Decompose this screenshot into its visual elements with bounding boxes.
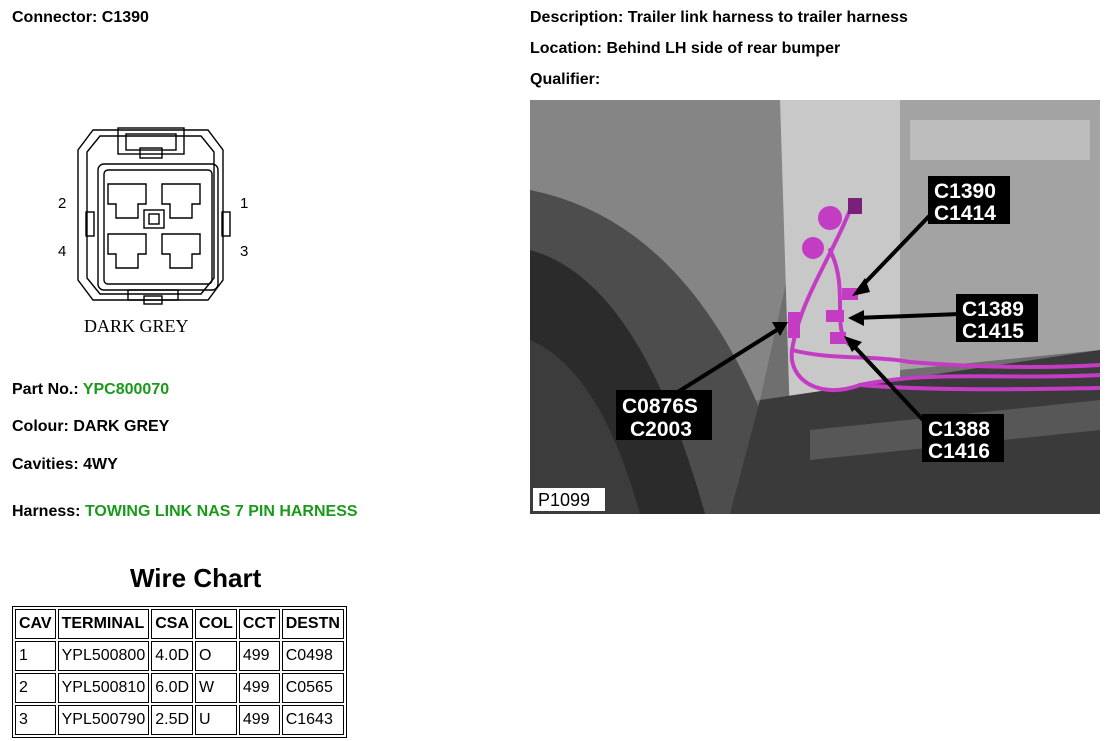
cell-terminal: YPL500800 [58,641,150,671]
cell-destn: C0498 [282,641,344,671]
cell-cct: 499 [239,705,280,735]
cell-destn: C1643 [282,705,344,735]
col-header-cav: CAV [15,609,56,639]
part-number-line [12,381,169,399]
connector-label: Connector: [12,9,98,26]
diagram-colour-caption: DARK GREY [84,316,189,336]
callout-c1414: C1414 [934,202,996,225]
cell-cct: 499 [239,641,280,671]
cell-cav: 3 [15,705,56,735]
cell-cav: 1 [15,641,56,671]
connector-heading [12,9,149,27]
cavities-label: Cavities: [12,456,79,473]
description-value: Trailer link harness to trailer harness [627,9,908,26]
pin-label-2: 2 [58,195,67,212]
harness-line [12,503,358,521]
col-header-col: COL [195,609,237,639]
description-line [530,9,908,27]
callout-c1390: C1390 [934,180,996,203]
cell-terminal: YPL500790 [58,705,150,735]
part-number-label: Part No.: [12,381,79,398]
cell-col: U [195,705,237,735]
cell-csa: 4.0D [151,641,193,671]
cell-cav: 2 [15,673,56,703]
callout-c1388: C1388 [928,418,990,441]
pin-label-4: 4 [58,243,67,260]
col-header-terminal: TERMINAL [58,609,150,639]
qualifier-line [530,71,600,89]
description-label: Description: [530,9,624,26]
col-header-csa: CSA [151,609,193,639]
location-photo [530,100,1100,514]
col-header-destn: DESTN [282,609,344,639]
wire-chart-header-row [15,609,344,639]
table-row [15,673,344,703]
cell-col: O [195,641,237,671]
part-number-link[interactable]: YPC800070 [82,381,170,398]
location-value: Behind LH side of rear bumper [606,40,841,57]
cell-cct: 499 [239,673,280,703]
callout-c1389: C1389 [962,298,1024,321]
harness-label: Harness: [12,503,81,520]
colour-value: DARK GREY [73,418,170,435]
cavities-value: 4WY [83,456,118,473]
callout-c1416: C1416 [928,440,990,463]
photo-reference: P1099 [538,490,591,510]
cell-csa: 6.0D [151,673,193,703]
cell-col: W [195,673,237,703]
connector-id: C1390 [101,9,149,26]
harness-link[interactable]: TOWING LINK NAS 7 PIN HARNESS [84,503,358,520]
connector-face-diagram [48,122,258,342]
cell-csa: 2.5D [151,705,193,735]
wire-chart-title: Wire Chart [130,563,262,593]
cavities-line [12,456,118,474]
location-label: Location: [530,40,602,57]
table-row [15,641,344,671]
location-line [530,40,840,58]
pin-label-1: 1 [240,195,249,212]
colour-line [12,418,169,436]
cell-destn: C0565 [282,673,344,703]
callout-c1415: C1415 [962,320,1024,343]
qualifier-label: Qualifier: [530,71,601,88]
pin-label-3: 3 [240,243,249,260]
wire-chart-table [12,606,347,738]
cell-terminal: YPL500810 [58,673,150,703]
callout-c0876s: C0876S [622,395,698,418]
colour-label: Colour: [12,418,69,435]
callout-c2003: C2003 [630,418,692,441]
table-row [15,705,344,735]
col-header-cct: CCT [239,609,280,639]
